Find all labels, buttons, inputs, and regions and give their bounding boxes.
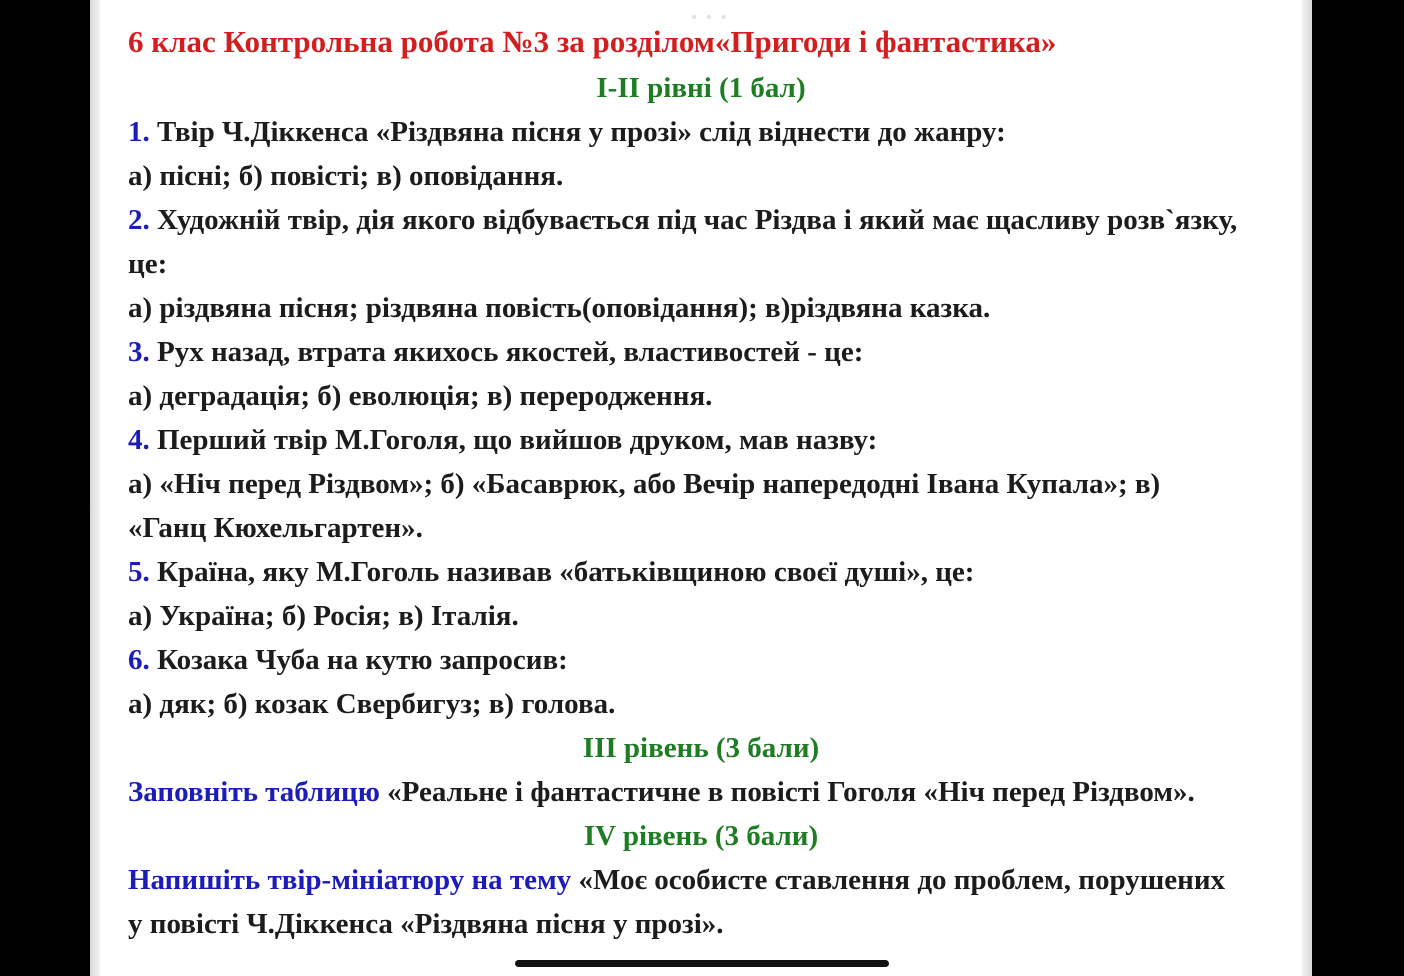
answers-2: а) різдвяна пісня; різдвяна повість(оповідання); в)різдвяна казка. — [128, 292, 991, 324]
question-number: 5. — [128, 556, 150, 588]
level-3-heading: ІІІ рівень (3 бали) — [582, 732, 820, 764]
level-3-task — [128, 775, 1195, 809]
question-number: 1. — [128, 116, 150, 148]
level-4-task-continuation: у повісті Ч.Діккенса «Різдвяна пісня у прозі». — [128, 908, 724, 940]
home-indicator[interactable] — [515, 960, 889, 967]
question-6 — [128, 643, 568, 677]
question-text: Художній твір, дія якого відбувається під час Різдва і який має щасливу розв`язку, — [149, 204, 1238, 236]
question-2 — [128, 203, 1237, 237]
question-text: Країна, яку М.Гоголь називав «батьківщиною своєї душі», це: — [149, 556, 975, 588]
task-text: «Реальне і фантастичне в повісті Гоголя «Ніч перед Різдвом». — [379, 776, 1195, 808]
document-page — [90, 0, 1312, 976]
answers-3: а) деградація; б) еволюція; в) переродження. — [128, 380, 713, 412]
question-text: Рух назад, втрата якихось якостей, властивостей - це: — [149, 336, 864, 368]
answers-6: а) дяк; б) козак Свербигуз; в) голова. — [128, 688, 616, 720]
task-lead: Напишіть твір-мініатюру на тему — [128, 864, 572, 896]
question-text: Перший твір М.Гоголя, що вийшов друком, мав назву: — [149, 424, 878, 456]
question-number: 2. — [128, 204, 150, 236]
level-1-2-heading: І-ІІ рівні (1 бал) — [596, 72, 806, 104]
answers-1: а) пісні; б) повісті; в) оповідання. — [128, 160, 564, 192]
level-4-task — [128, 863, 1225, 897]
question-2-continuation: це: — [128, 248, 168, 280]
question-1 — [128, 115, 1006, 149]
level-4-heading: ІV рівень (3 бали) — [583, 820, 819, 852]
question-5 — [128, 555, 974, 589]
question-number: 6. — [128, 644, 150, 676]
question-4 — [128, 423, 877, 457]
answers-4: а) «Ніч перед Різдвом»; б) «Басаврюк, або Вечір напередодні Івана Купала»; в) — [128, 468, 1161, 500]
question-3 — [128, 335, 863, 369]
page-handle-dots: • • • — [690, 10, 729, 26]
task-lead: Заповніть таблицю — [128, 776, 380, 808]
answers-5: а) Україна; б) Росія; в) Італія. — [128, 600, 519, 632]
question-number: 4. — [128, 424, 150, 456]
answers-4-continuation: «Ганц Кюхельгартен». — [128, 512, 423, 544]
task-text: «Моє особисте ставлення до проблем, порушених — [571, 864, 1226, 896]
question-number: 3. — [128, 336, 150, 368]
document-title: 6 клас Контрольна робота №3 за розділом«Пригоди і фантастика» — [128, 24, 1057, 59]
question-text: Козака Чуба на кутю запросив: — [149, 644, 568, 676]
question-text: Твір Ч.Діккенса «Різдвяна пісня у прозі» слід віднести до жанру: — [149, 116, 1006, 148]
